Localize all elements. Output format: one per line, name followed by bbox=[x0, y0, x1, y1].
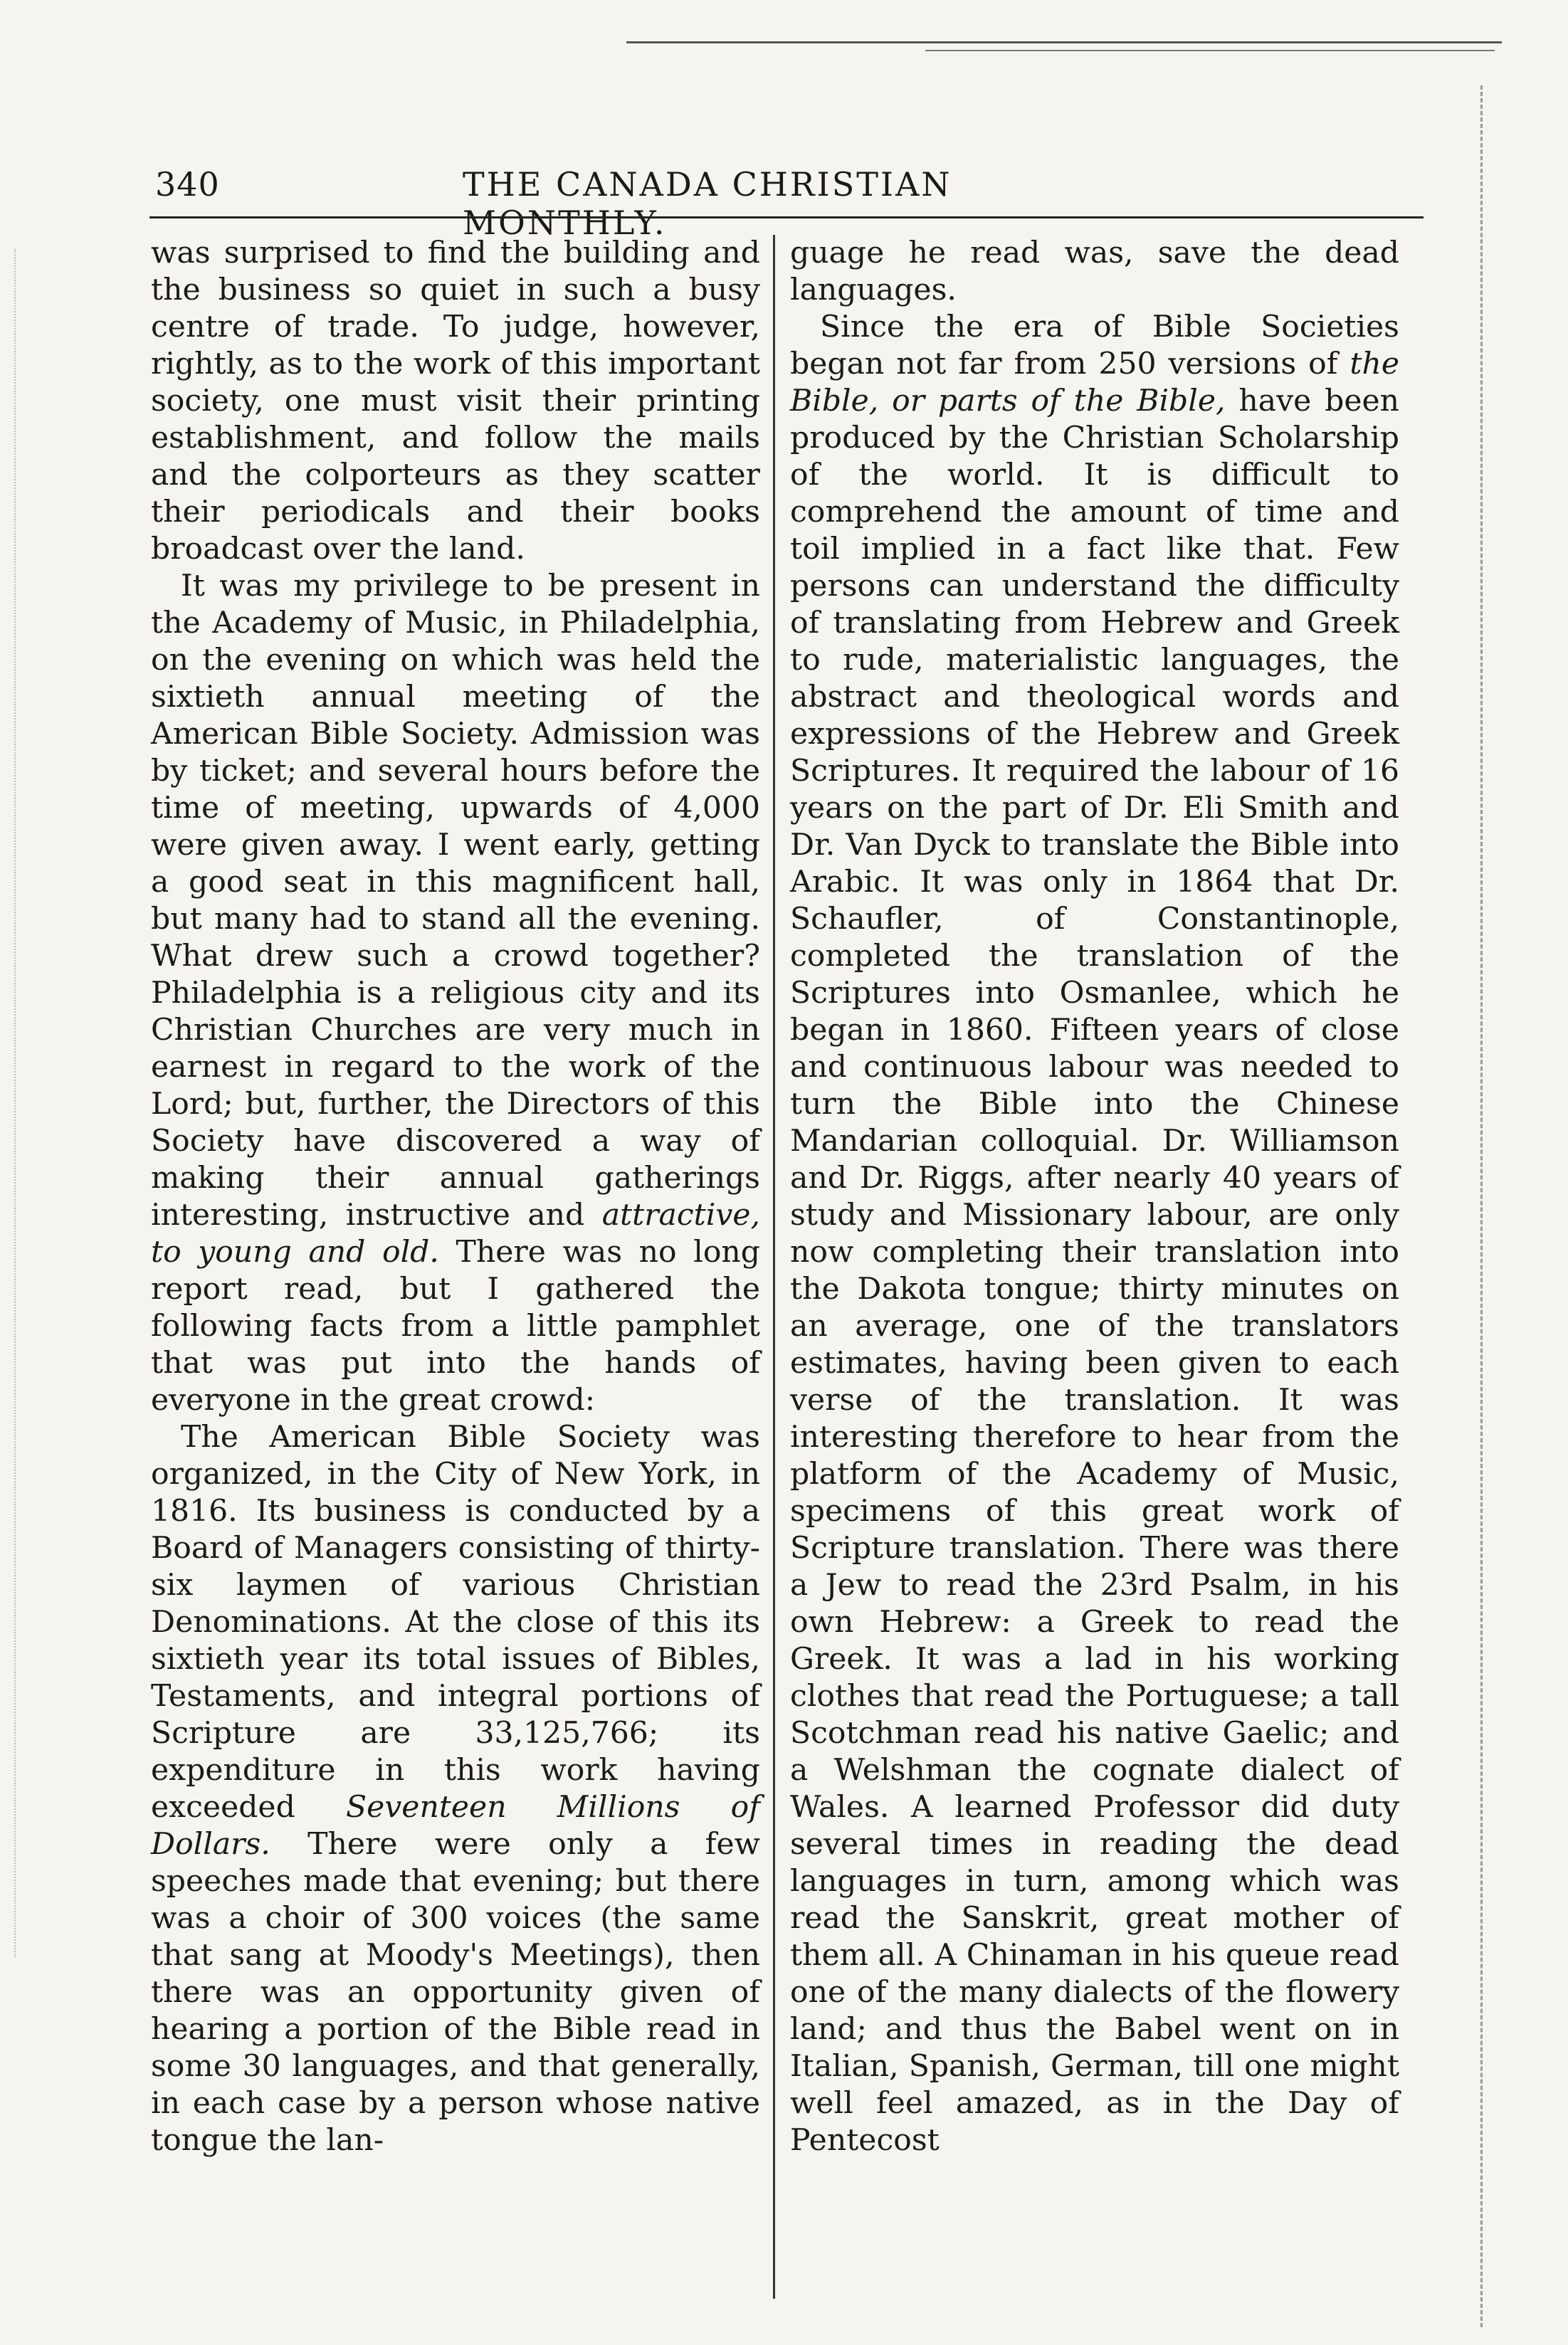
paragraph: guage he read was, save the dead languages. bbox=[790, 236, 1399, 307]
paragraph-text: There were only a few speeches made that evening; but there was a choir of 300 voices (the same that sang at Moody's Meetings), then there was an opportunity given of hearing a portion of the Bible read in some 30 languages, and that generally, in each case by a person whose native tongue the lan- bbox=[151, 1827, 760, 2158]
scan-artifact-left-edge bbox=[14, 249, 16, 1957]
running-title: THE CANADA CHRISTIAN MONTHLY. bbox=[463, 165, 952, 242]
paragraph-text: The American Bible Society was organized, in the City of New York, in 1816. Its business is conducted by a Board of Managers consisting of thirty-six laymen of various Christian Denominations. At the close of this its sixtieth year its total issues of Bibles, Testaments, and integral portions of Scripture are 33,125,766; its expenditure in this work having exceeded bbox=[151, 1420, 760, 1825]
column-divider bbox=[773, 235, 775, 2299]
scan-artifact-top-line-2 bbox=[925, 50, 1495, 51]
header-rule bbox=[149, 216, 1424, 218]
paragraph bbox=[151, 1419, 760, 2159]
paragraph-text: There was no long report read, but I gathered the following facts from a little pamphlet that was put into the hands of everyone in the great crowd: bbox=[151, 1235, 760, 1418]
paragraph-text: It was my privilege to be present in the Academy of Music, in Philadelphia, on the evening on which was held the sixtieth annual meeting of the American Bible Society. Admission was by ticket; and several hours before the time of meeting, upwards of 4,000 were given away. I went early, getting a good seat in this magnificent hall, but many had to stand all the evening. What drew such a crowd together? Philadelphia is a religious city and its Christian Churches are very much in earnest in regard to the work of the Lord; but, further, the Directors of this Society have discovered a way of making their annual gatherings interesting, instructive and bbox=[151, 569, 760, 1233]
paragraph bbox=[790, 309, 1399, 2159]
left-column bbox=[151, 235, 760, 2159]
scan-artifact-top-line bbox=[626, 41, 1502, 43]
paragraph-text: Since the era of Bible Societies began not far from 250 versions of bbox=[790, 310, 1399, 381]
paragraph-text: have been produced by the Christian Scholarship of the world. It is difficult to comprehend the amount of time and toil implied in a fact like that. Few persons can understand the difficulty of translating from Hebrew and Greek to rude, materialistic languages, the abstract and theological words and expressions of the Hebrew and Greek Scriptures. It required the labour of 16 years on the part of Dr. Eli Smith and Dr. Van Dyck to translate the Bible into Arabic. It was only in 1864 that Dr. Schaufler, of Constantinople, completed the translation of the Scriptures into Osmanlee, which he began in 1860. Fifteen years of close and continuous labour was needed to turn the Bible into the Chinese Mandarian colloquial. Dr. Williamson and Dr. Riggs, after nearly 40 years of study and Missionary labour, are only now completing their translation into the Dakota tongue; thirty minutes on an average, one of the translators estimates, having been given to each verse of the translation. It was interesting therefore to hear from the platform of the Academy of Music, specimens of this great work of Scripture translation. There was there a Jew to read the 23rd Psalm, in his own Hebrew: a Greek to read the Greek. It was a lad in his working clothes that read the Portuguese; a tall Scotchman read his native Gaelic; and a Welshman the cognate dialect of Wales. A learned Professor did duty several times in reading the dead languages in turn, among which was read the Sanskrit, great mother of them all. A Chinaman in his queue read one of the many dialects of the flowery land; and thus the Babel went on in Italian, Spanish, German, till one might well feel amazed, as in the Day of Pentecost bbox=[790, 384, 1399, 2158]
italic-text: Seventeen Millions of Dollars. bbox=[151, 1790, 761, 1862]
paragraph: was surprised to find the building and the business so quiet in such a busy centre of trade. To judge, however, rightly, as to the work of this important society, one must visit their printing establishment, and follow the mails and the colporteurs as they scatter their periodicals and their books broadcast over the land. bbox=[151, 236, 760, 567]
italic-text: the Bible, or parts of the Bible, bbox=[790, 347, 1399, 418]
paragraph bbox=[151, 568, 760, 1419]
page-number: 340 bbox=[155, 165, 220, 204]
scan-artifact-right-edge bbox=[1480, 85, 1483, 2327]
italic-text: attractive, to young and old. bbox=[151, 1198, 761, 1270]
right-column bbox=[790, 235, 1399, 2159]
